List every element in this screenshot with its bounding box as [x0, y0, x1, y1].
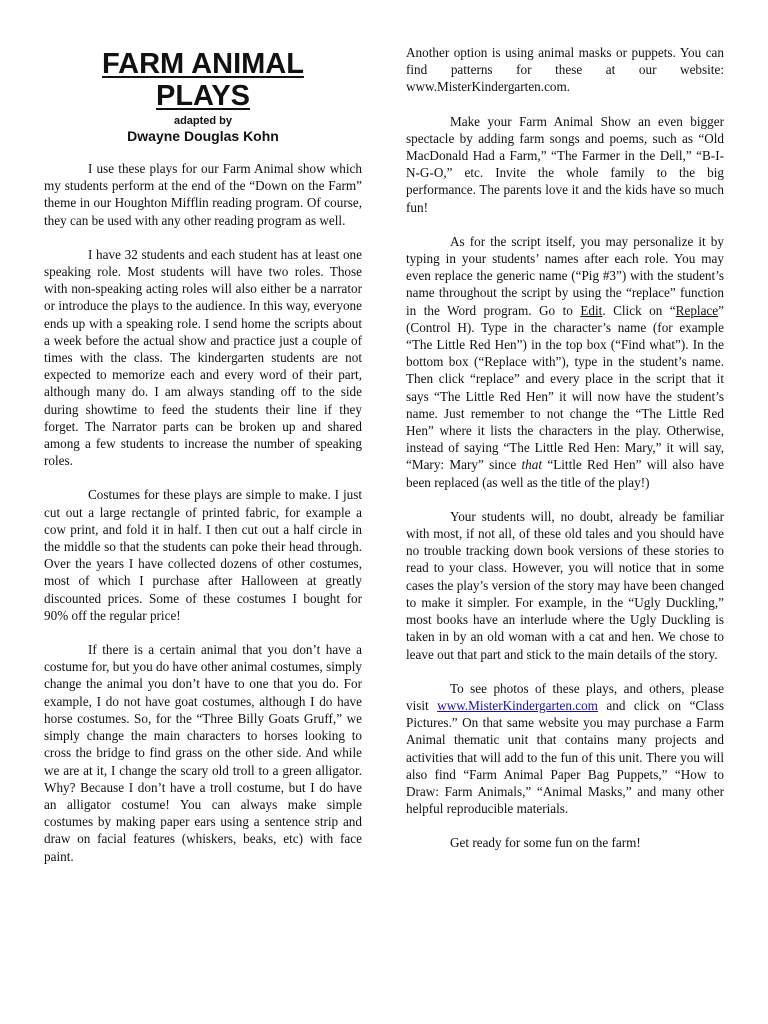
replace-menu-text: Replace — [675, 302, 719, 318]
edit-menu-text: Edit — [580, 302, 603, 318]
that-emphasis: that — [521, 457, 543, 473]
page-title — [44, 48, 362, 112]
script-text-c: ” (Control H). Type in the character’s name (for example “The Little Red Hen”) in the top box (“Find what”). In the bottom box (“Replace with”), type in the student’s name. Then click “replace” and every place in the script that it says “The Little Red Hen” it will now have the student’s name. Just remember to not change the “The Little Red Hen” where it lists the characters in the play. Otherwise, instead of saying “The Little Red Hen: Mary,” it will say, “Mary: Mary” since — [406, 302, 724, 473]
paragraph-costumes: Costumes for these plays are simple to make. I just cut out a large rectangle of printed fabric, for example a cow print, and fold it in half. I then cut out a half circle in the middle so that the students can poke their head through. Over the years I have collected dozens of other costumes, most of which I purchase after Halloween at greatly discounted prices. Some of these costumes I bought for 90% off the regular price! — [44, 487, 362, 623]
paragraph-photos — [406, 680, 724, 818]
paragraph-masks-puppets: Another option is using animal masks or puppets. You can find patterns for these at our website: www.MisterKindergarten.com. — [406, 45, 724, 95]
script-text-b: . Click on “ — [602, 302, 676, 318]
right-column — [406, 44, 724, 869]
title-line-2: PLAYS — [155, 80, 251, 112]
photos-text-a: To see photos of these plays, and others, please visit — [406, 680, 724, 713]
script-text-a: As for the script itself, you may personalize it by typing in your students’ names after each role. You may even replace the generic name (“Pig #3”) with the student’s name throughout the script by using the “replace” function in the Word program. Go to — [406, 233, 724, 318]
left-column — [44, 48, 362, 882]
script-text-d: “Little Red Hen” will also have been replaced (as well as the title of the play!) — [406, 457, 724, 490]
title-line-1: FARM ANIMAL — [102, 48, 304, 80]
adapted-by-label: adapted by — [173, 115, 233, 127]
paragraph-intro: I use these plays for our Farm Animal show which my students perform at the end of the “Down on the Farm” theme in our Houghton Mifflin reading program. Of course, they can be used with any other reading program as well. — [44, 161, 362, 228]
photos-text-b: and click on “Class Pictures.” On that same website you may purchase a Farm Animal thematic unit that contains many projects and activities that will add to the fun of this unit. There you will also find “Farm Animal Paper Bag Puppets,” “How to Draw: Farm Animals,” “Animal Masks,” and many other helpful reproducible materials. — [406, 697, 725, 817]
paragraph-script-personalize — [406, 233, 724, 491]
paragraph-speaking-roles: I have 32 students and each student has at least one speaking role. Most students will have two roles. Those with non-speaking acting roles will also either be a narrator or introduce the plays to the audience. In this way, everyone ends up with a speaking role. I send home the scripts about a week before the actual show and practice just a couple of times with the class. The kindergarten students are not expected to memorize each and every word of their part, although many do. I am always standing off to the side during showtime to feed the students their line if they forget. The Narrator parts can be broken up and shared among a few students to increase the number of speaking roles. — [44, 246, 362, 469]
paragraph-farm-songs: Make your Farm Animal Show an even bigger spectacle by adding farm songs and poems, such as “Old MacDonald Had a Farm,” “The Farmer in the Dell,” “B-I-N-G-O,” etc. Invite the whole family to the big performance. The parents love it and the kids have so much fun! — [406, 113, 724, 215]
paragraph-substitute-animals: If there is a certain animal that you don’t have a costume for, but you do have other animal costumes, simply change the animal you don’t have to one that you do. For example, I do not have goat costumes, although I do have horse costumes. So, for the “Three Billy Goats Gruff,” we simply change the main characters to horses looking to cross the bridge to find grass on the other side. And while we are at it, I change the scary old troll to a green alligator. Why? Because I don’t have a troll costume, but I do have an alligator costume! You can always make simple costumes by making paper ears using a sentence strip and draw on facial features (whiskers, beaks, etc) with face paint. — [44, 642, 362, 864]
website-link[interactable]: www.MisterKindergarten.com — [437, 697, 598, 713]
paragraph-old-tales: Your students will, no doubt, already be familiar with most, if not all, of these old tales and you should have no trouble tracking down book versions of these stories to read to your class. However, you will notice that in some cases the play’s version of the story may have been changed to make it simpler. For example, in the “Ugly Duckling,” most books have an interlude where the Ugly Duckling is taken in by an old woman with a cat and hen. We chose to leave out that part and stick to the main details of the story. — [406, 508, 724, 662]
author-name: Dwayne Douglas Kohn — [127, 128, 279, 144]
paragraph-closing: Get ready for some fun on the farm! — [450, 835, 641, 851]
